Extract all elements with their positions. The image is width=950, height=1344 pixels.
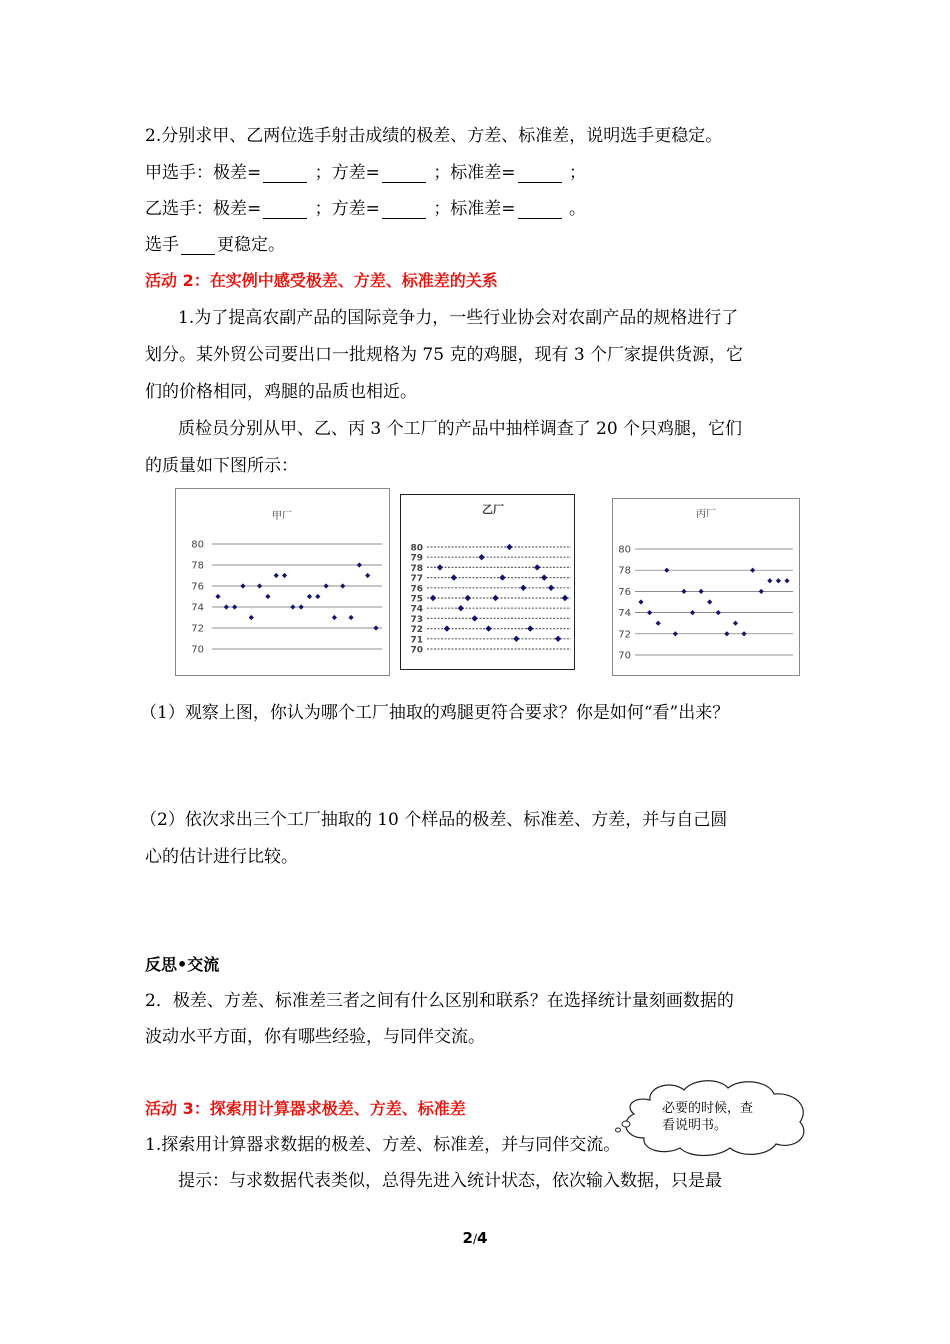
chart-bing bbox=[612, 498, 800, 676]
data-point bbox=[232, 604, 237, 609]
data-point bbox=[555, 636, 561, 642]
data-point bbox=[534, 564, 540, 570]
data-point bbox=[485, 625, 491, 631]
data-point bbox=[290, 604, 295, 609]
data-point bbox=[430, 595, 436, 601]
data-point bbox=[527, 625, 533, 631]
data-point bbox=[282, 573, 287, 578]
tick-label: 80 bbox=[618, 544, 631, 556]
data-point bbox=[215, 594, 220, 599]
tick-label: 75 bbox=[410, 594, 423, 605]
yi-variance-blank[interactable] bbox=[382, 201, 426, 219]
data-point bbox=[656, 621, 661, 626]
data-point bbox=[348, 615, 353, 620]
chart-title: 乙厂 bbox=[482, 503, 504, 516]
data-point bbox=[548, 585, 554, 591]
q2-jia-line: 甲选手：极差= ；方差= ；标准差= ； bbox=[145, 163, 586, 183]
page-number: 2/4 bbox=[462, 1229, 488, 1247]
tick-label: 70 bbox=[191, 644, 204, 656]
data-point bbox=[340, 583, 345, 588]
data-point bbox=[332, 615, 337, 620]
tick-label: 78 bbox=[410, 563, 423, 574]
data-point bbox=[465, 595, 471, 601]
data-point bbox=[759, 589, 764, 594]
data-point bbox=[750, 568, 755, 573]
data-point bbox=[767, 578, 772, 583]
data-point bbox=[562, 595, 568, 601]
tick-label: 74 bbox=[618, 608, 631, 620]
data-point bbox=[307, 594, 312, 599]
jia-variance-blank[interactable] bbox=[382, 165, 426, 183]
data-point bbox=[451, 574, 457, 580]
data-point bbox=[324, 583, 329, 588]
tick-label: 77 bbox=[410, 574, 423, 585]
tick-label: 79 bbox=[410, 553, 423, 564]
data-point bbox=[776, 578, 781, 583]
chart-title: 甲厂 bbox=[272, 511, 292, 522]
tick-label: 72 bbox=[191, 623, 204, 635]
activity3-line2: 提示：与求数据代表类似，总得先进入统计状态，依次输入数据，只是最 bbox=[178, 1171, 722, 1191]
data-point bbox=[274, 573, 279, 578]
data-point bbox=[513, 636, 519, 642]
activity2-question1: （1）观察上图，你认为哪个工厂抽取的鸡腿更符合要求？你是如何“看”出来？ bbox=[140, 703, 730, 723]
data-point bbox=[506, 544, 512, 550]
yi-std-blank[interactable] bbox=[518, 201, 562, 219]
data-point bbox=[265, 594, 270, 599]
activity2-title: 活动 2：在实例中感受极差、方差、标准差的关系 bbox=[145, 271, 498, 290]
data-point bbox=[240, 583, 245, 588]
chart-jia bbox=[175, 488, 390, 676]
activity2-p1-line2: 划分。某外贸公司要出口一批规格为 75 克的鸡腿，现有 3 个厂家提供货源，它 bbox=[145, 345, 744, 365]
thought-cloud bbox=[610, 1078, 815, 1158]
data-point bbox=[249, 615, 254, 620]
tick-label: 74 bbox=[410, 604, 423, 615]
jia-range-blank[interactable] bbox=[263, 165, 307, 183]
reflection-line1: 2．极差、方差、标准差三者之间有什么区别和联系？在选择统计量刻画数据的 bbox=[145, 991, 734, 1011]
data-point bbox=[444, 625, 450, 631]
activity2-p1-line1: 1.为了提高农副产品的国际竞争力，一些行业协会对农副产品的规格进行了 bbox=[178, 308, 739, 328]
data-point bbox=[690, 610, 695, 615]
data-point bbox=[716, 610, 721, 615]
data-point bbox=[492, 595, 498, 601]
activity2-question2-line1: （2）依次求出三个工厂抽取的 10 个样品的极差、标准差、方差，并与自己圆 bbox=[140, 810, 728, 830]
q2-stable-line: 选手 更稳定。 bbox=[145, 235, 285, 255]
data-point bbox=[315, 594, 320, 599]
data-point bbox=[784, 578, 789, 583]
data-point bbox=[699, 589, 704, 594]
data-point bbox=[733, 621, 738, 626]
yi-range-blank[interactable] bbox=[263, 201, 307, 219]
tick-label: 80 bbox=[410, 543, 423, 554]
data-point bbox=[673, 631, 678, 636]
activity3-title: 活动 3：探索用计算器求极差、方差、标准差 bbox=[145, 1099, 466, 1118]
tick-label: 78 bbox=[191, 560, 204, 572]
tick-label: 73 bbox=[410, 614, 423, 625]
tick-label: 70 bbox=[618, 650, 631, 662]
data-point bbox=[299, 604, 304, 609]
data-point bbox=[499, 574, 505, 580]
jia-std-blank[interactable] bbox=[518, 165, 562, 183]
activity3-line1: 1.探索用计算器求数据的极差、方差、标准差，并与同伴交流。 bbox=[145, 1135, 621, 1155]
tick-label: 70 bbox=[410, 645, 423, 656]
data-point bbox=[365, 573, 370, 578]
data-point bbox=[664, 568, 669, 573]
chart-title: 丙厂 bbox=[696, 509, 716, 520]
data-point bbox=[257, 583, 262, 588]
data-point bbox=[520, 585, 526, 591]
data-point bbox=[458, 605, 464, 611]
q2-yi-line: 乙选手：极差= ；方差= ；标准差= 。 bbox=[145, 199, 586, 219]
tick-label: 78 bbox=[618, 565, 631, 577]
data-point bbox=[373, 625, 378, 630]
data-point bbox=[357, 562, 362, 567]
data-point bbox=[681, 589, 686, 594]
chart-yi bbox=[400, 494, 575, 670]
reflection-title: 反思•交流 bbox=[145, 955, 220, 974]
data-point bbox=[471, 615, 477, 621]
data-point bbox=[741, 631, 746, 636]
data-point bbox=[647, 610, 652, 615]
reflection-line2: 波动水平方面，你有哪些经验，与同伴交流。 bbox=[145, 1027, 485, 1047]
activity2-p1-line3: 们的价格相同，鸡腿的品质也相近。 bbox=[145, 382, 417, 402]
data-point bbox=[724, 631, 729, 636]
data-point bbox=[437, 564, 443, 570]
data-point bbox=[638, 599, 643, 604]
data-point bbox=[224, 604, 229, 609]
data-point bbox=[707, 599, 712, 604]
stable-blank[interactable] bbox=[181, 237, 215, 255]
q2-text: 2.分别求甲、乙两位选手射击成绩的极差、方差、标准差，说明选手更稳定。 bbox=[145, 126, 723, 146]
activity2-p2-line1: 质检员分别从甲、乙、丙 3 个工厂的产品中抽样调查了 20 个只鸡腿，它们 bbox=[178, 419, 743, 439]
cloud-line2: 看说明书。 bbox=[662, 1118, 728, 1133]
tick-label: 76 bbox=[618, 586, 631, 598]
tick-label: 72 bbox=[618, 629, 631, 641]
tick-label: 74 bbox=[191, 602, 204, 614]
tick-label: 80 bbox=[191, 539, 204, 551]
data-point bbox=[478, 554, 484, 560]
tick-label: 71 bbox=[410, 635, 423, 646]
data-point bbox=[541, 574, 547, 580]
tick-label: 76 bbox=[410, 584, 423, 595]
activity2-p2-line2: 的质量如下图所示： bbox=[145, 456, 298, 476]
tick-label: 72 bbox=[410, 625, 423, 636]
cloud-line1: 必要的时候，查 bbox=[662, 1101, 754, 1116]
activity2-question2-line2: 心的估计进行比较。 bbox=[145, 847, 298, 867]
tick-label: 76 bbox=[191, 581, 204, 593]
